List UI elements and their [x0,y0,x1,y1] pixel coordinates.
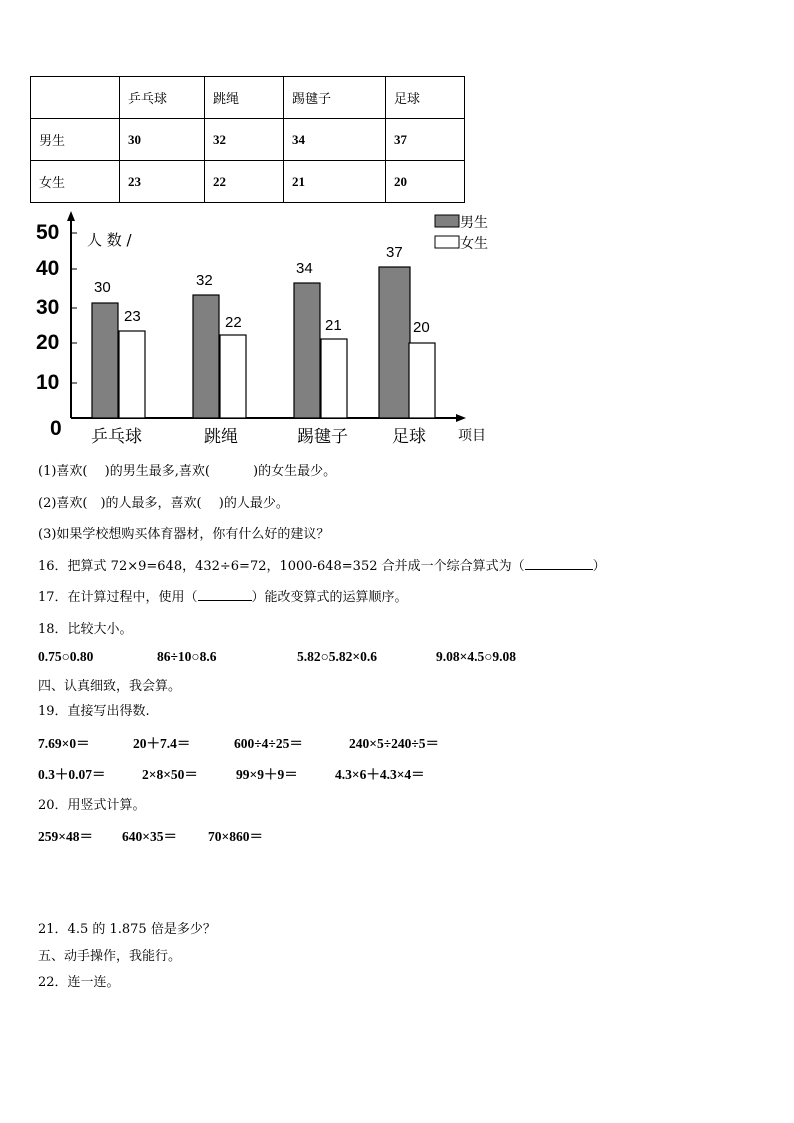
table-header-cell [31,77,120,119]
bar-value-label: 37 [386,244,403,261]
x-axis-label: 项目 [458,428,486,444]
data-table [30,76,465,203]
calc-item: 0.3＋0.07＝ [38,767,106,782]
question-17 [38,586,408,605]
question-17-text: 17．在计算过程中，使用（ [38,590,198,605]
question-16-close: ） [592,559,606,574]
calc-item: 2×8×50＝ [142,767,198,782]
compare-item: 0.75○0.80 [38,649,94,664]
answer-blank[interactable] [525,557,593,570]
calc-item: 99×9＋9＝ [236,767,298,782]
question-20: 20．用竖式计算。 [38,798,146,813]
calc-item: 240×5÷240÷5＝ [349,736,440,751]
table-cell: 34 [284,119,386,161]
y-tick-10: 10 [36,371,60,394]
section-5-heading: 五、动手操作，我能行。 [38,949,182,964]
question-2: (2)喜欢( )的人最多，喜欢( )的人最少。 [38,496,289,511]
bar-chart [30,205,500,450]
question-3: (3)如果学校想购买体育器材，你有什么好的建议？ [38,527,330,542]
bar-value-label: 21 [325,317,342,334]
y-axis-label: 人 数 / [87,231,132,249]
vertical-calc-item: 640×35＝ [122,829,177,844]
bar-value-label: 34 [296,260,313,277]
table-cell: 22 [205,161,284,203]
y-tick-20: 20 [36,331,60,354]
table-cell: 20 [386,161,465,203]
bar-value-label: 32 [196,272,213,289]
bar-value-label: 22 [225,314,242,331]
row-label: 女生 [31,161,120,203]
y-tick-50: 50 [36,221,60,244]
question-21: 21．4.5 的 1.875 倍是多少？ [38,922,216,937]
compare-item: 86÷10○8.6 [157,649,217,664]
table-header-cell: 足球 [386,77,465,119]
table-header-cell: 踢毽子 [284,77,386,119]
y-tick-40: 40 [36,257,60,280]
table-row [31,161,465,203]
bar-value-label: 23 [124,308,141,325]
compare-item: 5.82○5.82×0.6 [297,649,377,664]
vertical-calc-item: 259×48＝ [38,829,93,844]
x-category-label: 乒乓球 [91,427,142,447]
x-category-label: 跳绳 [204,427,238,447]
question-16-text: 16．把算式 72×9=648，432÷6=72，1000-648=352 合并成一个综合算式为（ [38,559,525,574]
table-header-row [31,77,465,119]
question-22: 22．连一连。 [38,975,120,990]
bar-value-label: 30 [94,279,111,296]
section-4-heading: 四、认真细致，我会算。 [38,679,182,694]
calc-item: 20＋7.4＝ [133,736,191,751]
vertical-calc-item: 70×860＝ [208,829,263,844]
question-18: 18．比较大小。 [38,622,133,637]
bar-value-label: 20 [413,319,430,336]
table-cell: 32 [205,119,284,161]
table-cell: 37 [386,119,465,161]
x-category-label: 踢毽子 [297,427,348,447]
x-category-label: 足球 [392,427,426,447]
compare-item: 9.08×4.5○9.08 [436,649,516,664]
question-1: (1)喜欢( )的男生最多,喜欢( )的女生最少。 [38,464,337,479]
y-tick-0: 0 [50,417,62,440]
question-17-text-end: ）能改变算式的运算顺序。 [251,590,408,605]
question-16 [38,555,606,574]
table-cell: 30 [120,119,205,161]
calc-item: 600÷4÷25＝ [234,736,303,751]
table-header-cell: 乒乓球 [120,77,205,119]
calc-item: 7.69×0＝ [38,736,90,751]
answer-blank[interactable] [198,588,252,601]
question-19: 19．直接写出得数. [38,704,150,719]
table-cell: 21 [284,161,386,203]
y-tick-30: 30 [36,296,60,319]
row-label: 男生 [31,119,120,161]
legend-label-girls: 女生 [460,236,488,252]
table-cell: 23 [120,161,205,203]
calc-item: 4.3×6＋4.3×4＝ [335,767,425,782]
table-header-cell: 跳绳 [205,77,284,119]
legend-label-boys: 男生 [460,215,488,231]
table-row [31,119,465,161]
